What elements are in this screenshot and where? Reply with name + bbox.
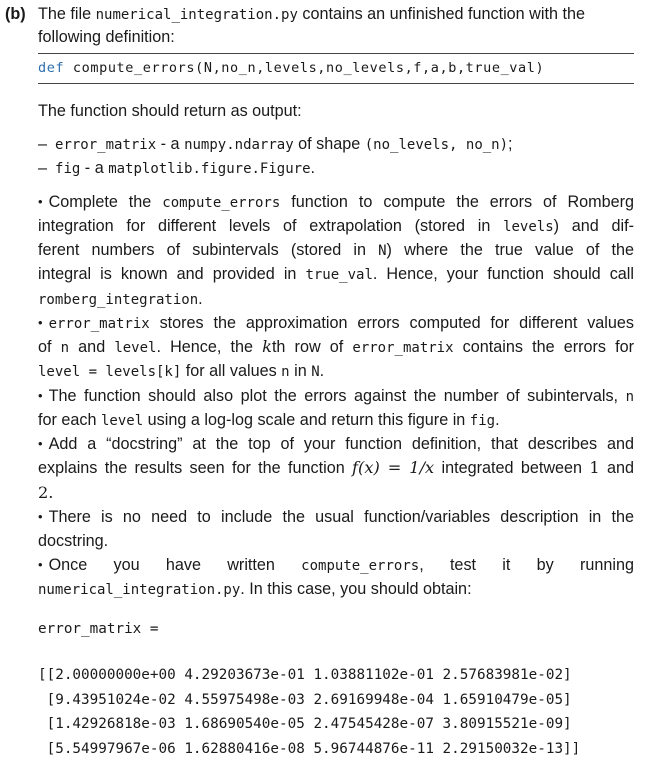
- part-label: (b): [5, 5, 26, 23]
- bullet-1-line-5: romberg_integration.: [38, 290, 203, 308]
- bullet-3-line-2: for each level using a log-log scale and return this figure in fig.: [38, 411, 500, 429]
- output-item-fig: – fig - a matplotlib.figure.Figure.: [38, 159, 315, 177]
- bullet-2-line-3: level = levels[k] for all values n in N.: [38, 362, 325, 380]
- bullet-2-line-2: of n and level. Hence, the kth row of error_matrix contains the errors for: [38, 337, 634, 356]
- filename-code: numerical_integration.py: [95, 7, 298, 23]
- bullet-icon: •: [38, 194, 43, 209]
- bullet-1-line-4: integral is known and provided in true_val. Hence, your function should call: [38, 265, 634, 283]
- bullet-icon: •: [38, 388, 43, 403]
- bullet-icon: •: [38, 315, 43, 330]
- matrix-row: [9.43951024e-02 4.55975498e-03 2.69169948e-04 1.65910479e-05]: [38, 692, 572, 708]
- intro-line-2: following definition:: [38, 28, 175, 46]
- matrix-row: [[2.00000000e+00 4.29203673e-01 1.03881102e-01 2.57683981e-02]: [38, 667, 572, 683]
- matrix-row: [1.42926818e-03 1.68690540e-05 2.47545428e-07 3.80915521e-09]: [38, 716, 572, 732]
- bullet-3-line-1: • The function should also plot the errors against the number of subintervals, n: [38, 387, 634, 405]
- bullet-1-line-3: ferent numbers of subintervals (stored in N) where the true value of the: [38, 241, 634, 259]
- math-f-of-x: f(x) = 1/x: [352, 458, 435, 477]
- code-bottom-rule: [38, 83, 634, 84]
- bullet-icon: •: [38, 557, 43, 572]
- bullet-icon: •: [38, 509, 43, 524]
- def-keyword: def: [38, 60, 65, 76]
- output-item-error-matrix: – error_matrix - a numpy.ndarray of shape (no_levels, no_n);: [38, 135, 513, 153]
- bullet-6-line-2: numerical_integration.py. In this case, you should obtain:: [38, 580, 472, 598]
- bullet-4-line-1: • Add a “docstring” at the top of your function definition, that describes and: [38, 435, 634, 453]
- bullet-5-line-1: • There is no need to include the usual function/variables description in the: [38, 508, 634, 526]
- bullet-1-line-1: • Complete the compute_errors function to compute the errors of Romberg: [38, 193, 635, 211]
- matrix-row: [5.54997967e-06 1.62880416e-08 5.96744876e-11 2.29150032e-13]]: [38, 741, 581, 757]
- intro-line-1: The file numerical_integration.py contains an unfinished function with the: [38, 5, 585, 23]
- code-top-rule: [38, 53, 634, 54]
- bullet-6-line-1: • Once you have written compute_errors, test it by running: [38, 556, 634, 574]
- bullet-4-line-3: 2.: [38, 483, 54, 502]
- bullet-2-line-1: • error_matrix stores the approximation errors computed for different values: [38, 314, 634, 332]
- bullet-1-line-2: integration for different levels of extrapolation (stored in levels) and dif-: [38, 217, 634, 235]
- bullet-5-line-2: docstring.: [38, 532, 109, 550]
- function-signature: def compute_errors(N,no_n,levels,no_levels,f,a,b,true_val): [38, 60, 545, 76]
- output-intro: The function should return as output:: [38, 102, 302, 120]
- bullet-4-line-2: explains the results seen for the function f(x) = 1/x integrated between 1 and: [38, 458, 634, 477]
- result-label: error_matrix =: [38, 621, 159, 637]
- bullet-icon: •: [38, 436, 43, 451]
